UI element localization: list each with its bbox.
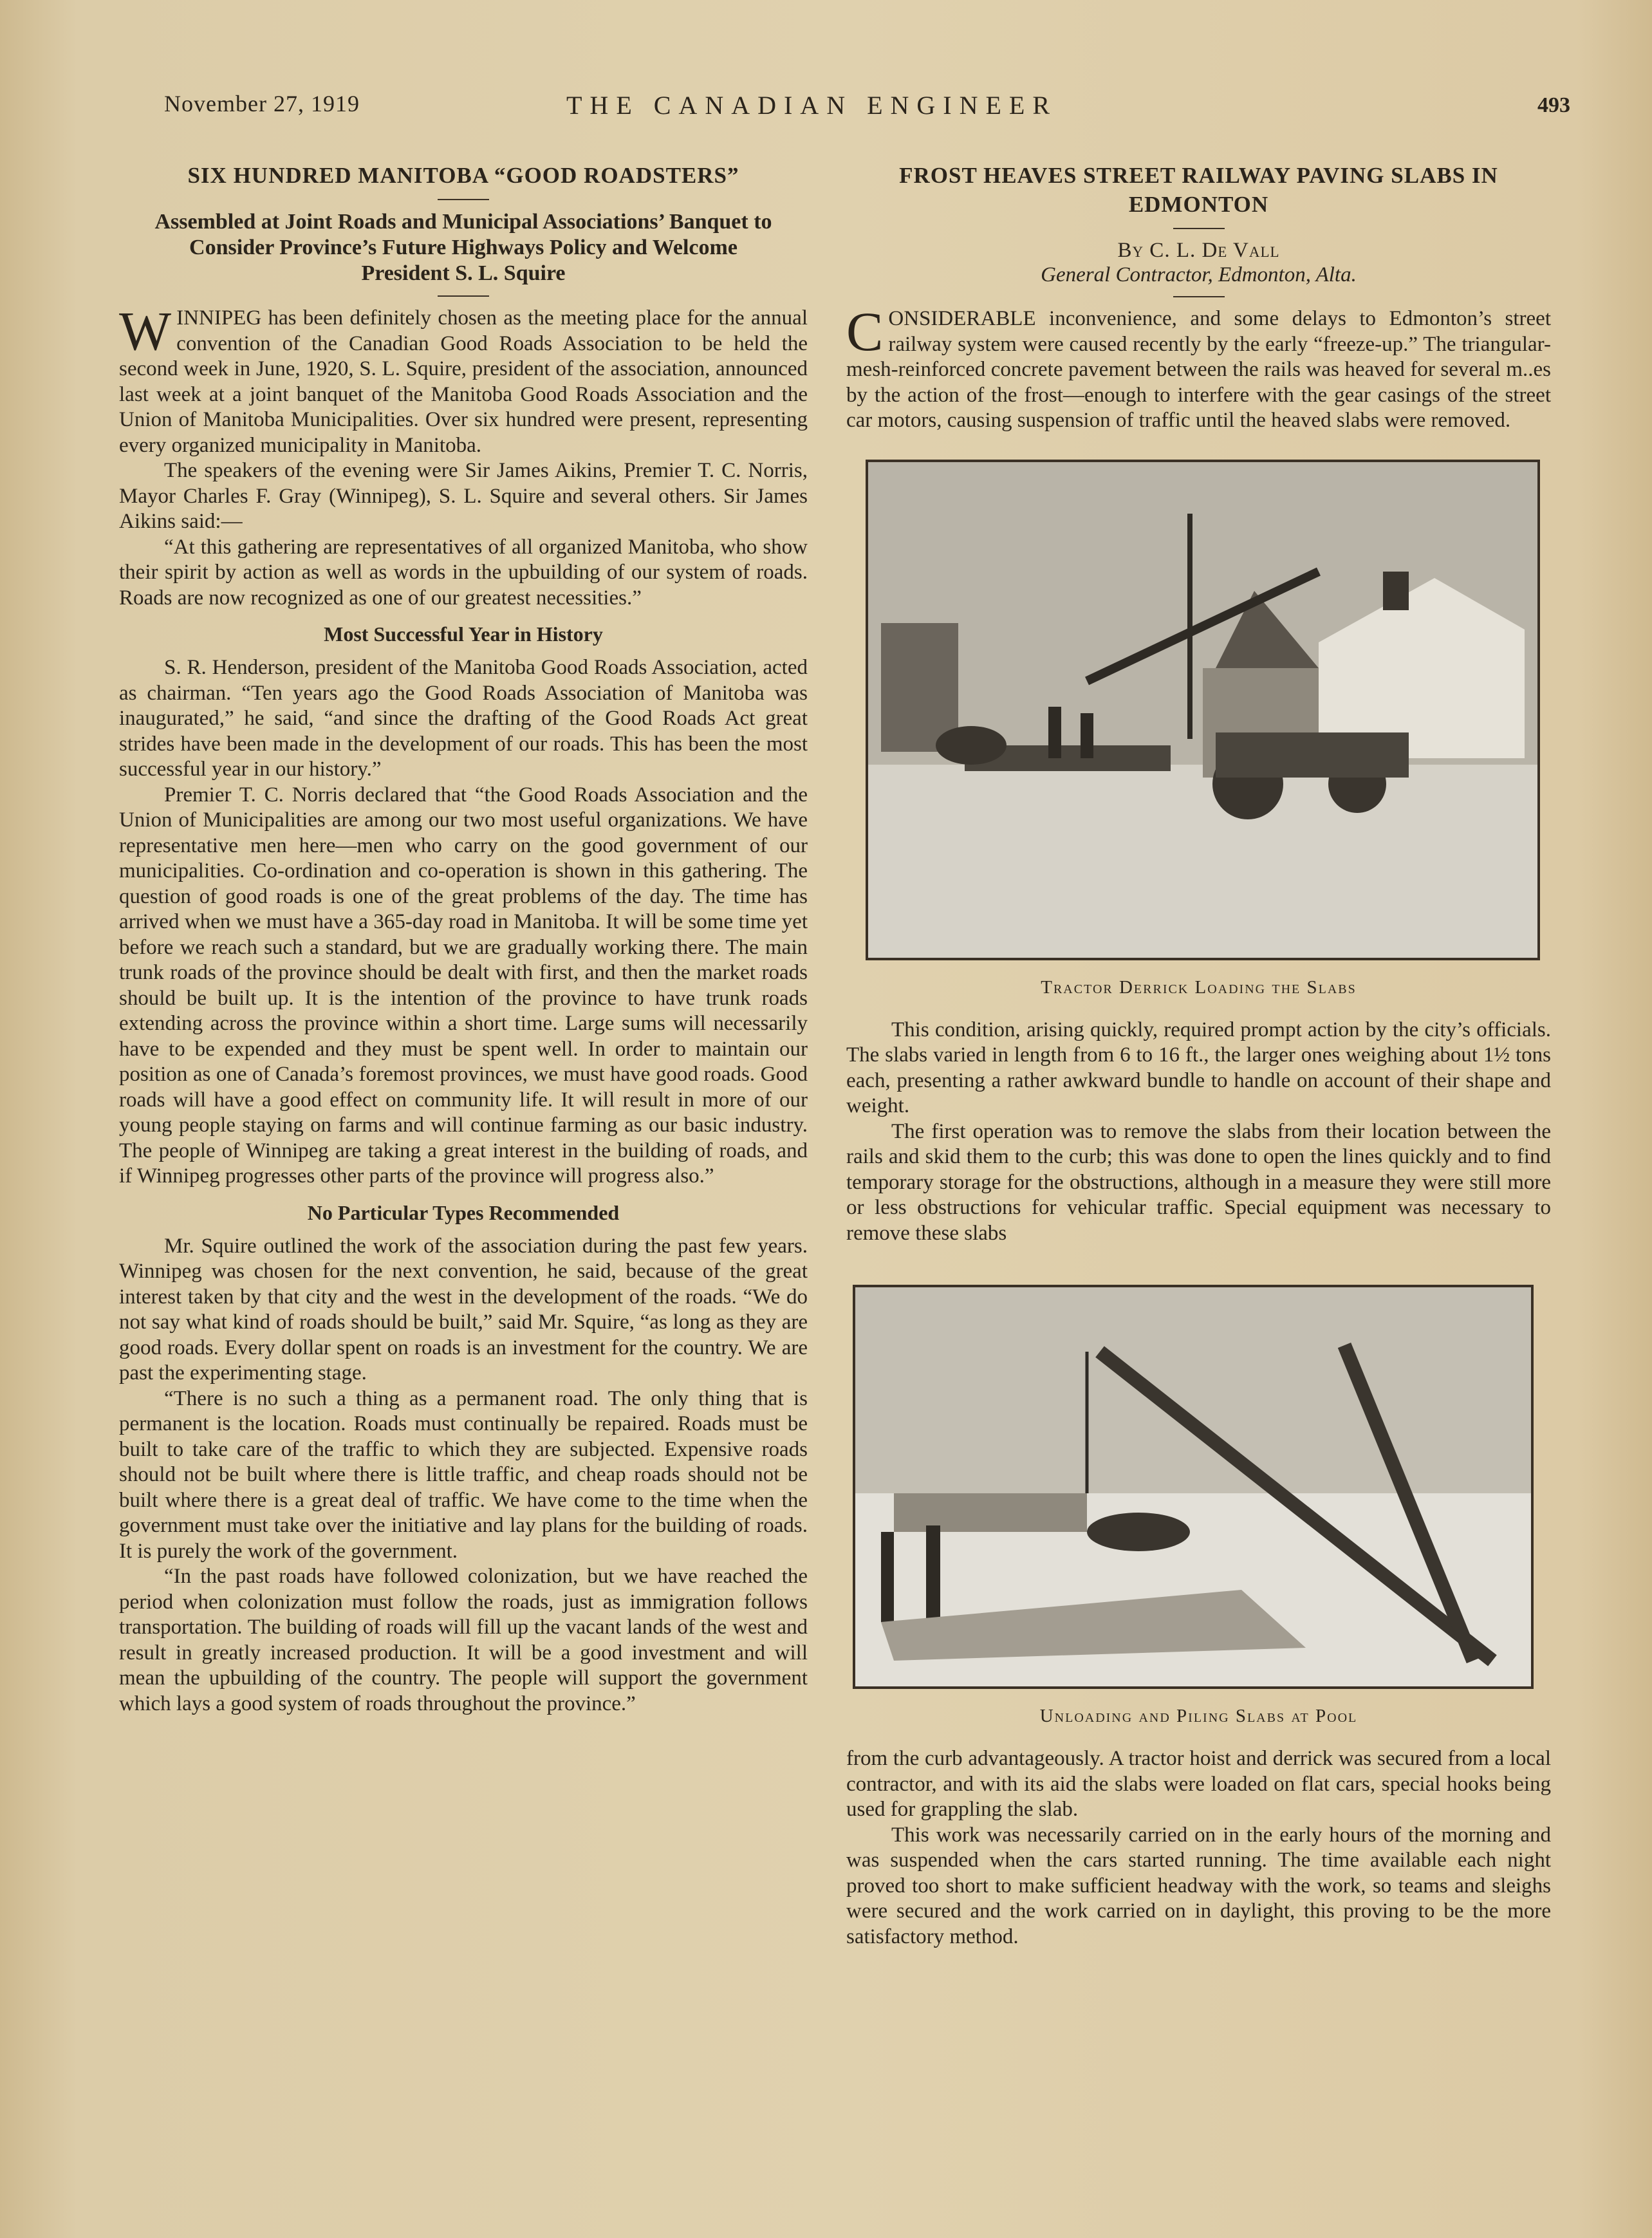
publication-title: THE CANADIAN ENGINEER: [566, 91, 1058, 120]
right-paragraph-2: This condition, arising quickly, required prompt action by the city’s officials. The slabs varied in length from 6 to 16 ft., the larger ones weighing about 1½ tons each, presenting a rather awkward bundle to handle on account of their shape and weight.: [846, 1018, 1551, 1117]
right-article-title: FROST HEAVES STREET RAILWAY PAVING SLABS IN EDMONTON: [899, 163, 1498, 217]
issue-date: November 27, 1919: [164, 91, 360, 117]
divider: [1173, 296, 1225, 297]
page-number: 493: [1537, 93, 1570, 117]
right-paragraph-5: This work was necessarily carried on in the early hours of the morning and was suspended when the cars started running. The time available each night proved too short to make sufficient headway with the work, so teams and sleighs were secured and the work carried on in daylight, this proving to be the more satisfactory method.: [846, 1823, 1551, 1948]
left-paragraph-6: Mr. Squire outlined the work of the association during the past few years. Winnipeg was chosen for the next convention, he said, because of the great interest taken by that city and the west in the development of the roads. “We do not say what kind of roads should be built,” said Mr. Squire, “as long as they are good roads. Every dollar spent on roads is an investment for the country. We are past the experimenting stage.: [119, 1234, 808, 1385]
left-paragraph-5: Premier T. C. Norris declared that “the Good Roads Association and the Union of Municipalities are among our two most useful organizations. We have representative men here—men who carry on the good government of our municipalities. Co-ordination and co-operation is shown in this gathering. The question of good roads is one of the great problems of the day. The time has arrived when we must have a 365-day road in Manitoba. It will be some time yet before we reach such a standard, but we are gradually working there. The main trunk roads of the province should be dealt with first, and then the market roads should be built up. It is the intention of the province to have trunk roads extending across the province within a short time. Large sums will necessarily have to be expended and they must be spent well. In order to maintain our position as one of Canada’s foremost provinces, we must have good roads. Good roads will have a good effect on community life. It will result in more of our young people staying on farms and will continue farming as our basic industry. The people of Winnipeg are taking a great interest in the building of roads, and if Winnipeg progresses other parts of the province will progress also.”: [119, 783, 808, 1188]
author: By C. L. De Vall: [1117, 239, 1280, 262]
unloading-slabs-photo: [853, 1285, 1534, 1689]
running-head: [161, 90, 1577, 129]
photo-caption-2: Unloading and Piling Slabs at Pool: [1039, 1706, 1358, 1726]
author-affiliation: General Contractor, Edmonton, Alta.: [1041, 263, 1357, 286]
right-paragraph-4: from the curb advantageously. A tractor hoist and derrick was secured from a local contractor, and with its aid the slabs were loaded on flat cars, special hooks being used for grappling the slab.: [846, 1747, 1551, 1821]
byline: [846, 238, 1551, 287]
divider: [438, 199, 489, 200]
left-article: [119, 161, 808, 1717]
left-paragraph-7: “There is no such a thing as a permanent road. The only thing that is permanent is the location. Roads must continually be repaired. Roads must be built to take care of the traffic to which they are subjected. Expensive roads should not be built where there is little traffic, and cheap roads should not be built where there is a great deal of traffic. We have come to the time when the government must take over the initiative and lay plans for the building of roads. It is purely the work of the government.: [119, 1386, 808, 1563]
right-paragraph-3: The first operation was to remove the slabs from their location between the rails and skid them to the curb; this was done to open the lines quickly and to find temporary storage for the obstructions, although in a measure they were still more or less obstructions for vehicular traffic. Special equipment was necessary to remove these slabs: [846, 1119, 1551, 1245]
left-paragraph-4: S. R. Henderson, president of the Manitoba Good Roads Association, acted as chairman. “Ten years ago the Good Roads Association of Manitoba was inaugurated,” he said, “and since the drafting of the Good Roads Act great strides have been made in the development of our roads. This has been the most successful year in our history.”: [119, 656, 808, 781]
right-paragraph-1: CONSIDERABLE inconvenience, and some delays to Edmonton’s street railway system were caused recently by the early “freeze-up.” The triangular-mesh-reinforced concrete pavement between the rails was heaved for several m..es by the action of the frost—enough to interfere with the gear casings of the street car motors, causing suspension of traffic until the heaved slabs were removed.: [846, 301, 1551, 432]
divider: [1173, 228, 1225, 229]
left-paragraph-3: “At this gathering are representatives of all organized Manitoba, who show their spirit by action as well as words in the upbuilding of our system of roads. Roads are now recognized as one of our greatest necessities.”: [119, 535, 808, 610]
right-article: [846, 161, 1551, 1950]
left-article-deck: Assembled at Joint Roads and Municipal Associations’ Banquet to Consider Province’s Future Highways Policy and Welcome President S. L. Squire: [154, 210, 772, 285]
left-paragraph-1: WINNIPEG has been definitely chosen as the meeting place for the annual convention of the Canadian Good Roads Association to be held the second week in June, 1920, S. L. Squire, president of the association, announced last week at a joint banquet of the Manitoba Good Roads Association and the Union of Manitoba Municipalities. Over six hundred were present, representing every organized municipality in Manitoba.: [119, 300, 808, 457]
left-paragraph-2: The speakers of the evening were Sir James Aikins, Premier T. C. Norris, Mayor Charles F. Gray (Winnipeg), S. L. Squire and several others. Sir James Aikins said:—: [119, 459, 808, 533]
tractor-derrick-photo: [866, 460, 1540, 960]
drop-cap: W: [119, 300, 172, 362]
drop-cap: C: [846, 301, 884, 362]
subheading-no-particular-types: No Particular Types Recommended: [307, 1200, 620, 1224]
subheading-most-successful: Most Successful Year in History: [324, 622, 603, 646]
left-paragraph-8: “In the past roads have followed colonization, but we have reached the period when colonization must follow the roads, just as immigration follows transportation. The building of roads will fill up the vacant lands of the west and result in greatly increased production. It will be a good investment and will mean the upbuilding of the country. The people will support the government which lays a good system of roads throughout the province.”: [119, 1565, 808, 1715]
photo-caption-1: Tractor Derrick Loading the Slabs: [1041, 976, 1357, 998]
divider: [438, 295, 489, 297]
left-article-title: SIX HUNDRED MANITOBA “GOOD ROADSTERS”: [187, 163, 739, 188]
